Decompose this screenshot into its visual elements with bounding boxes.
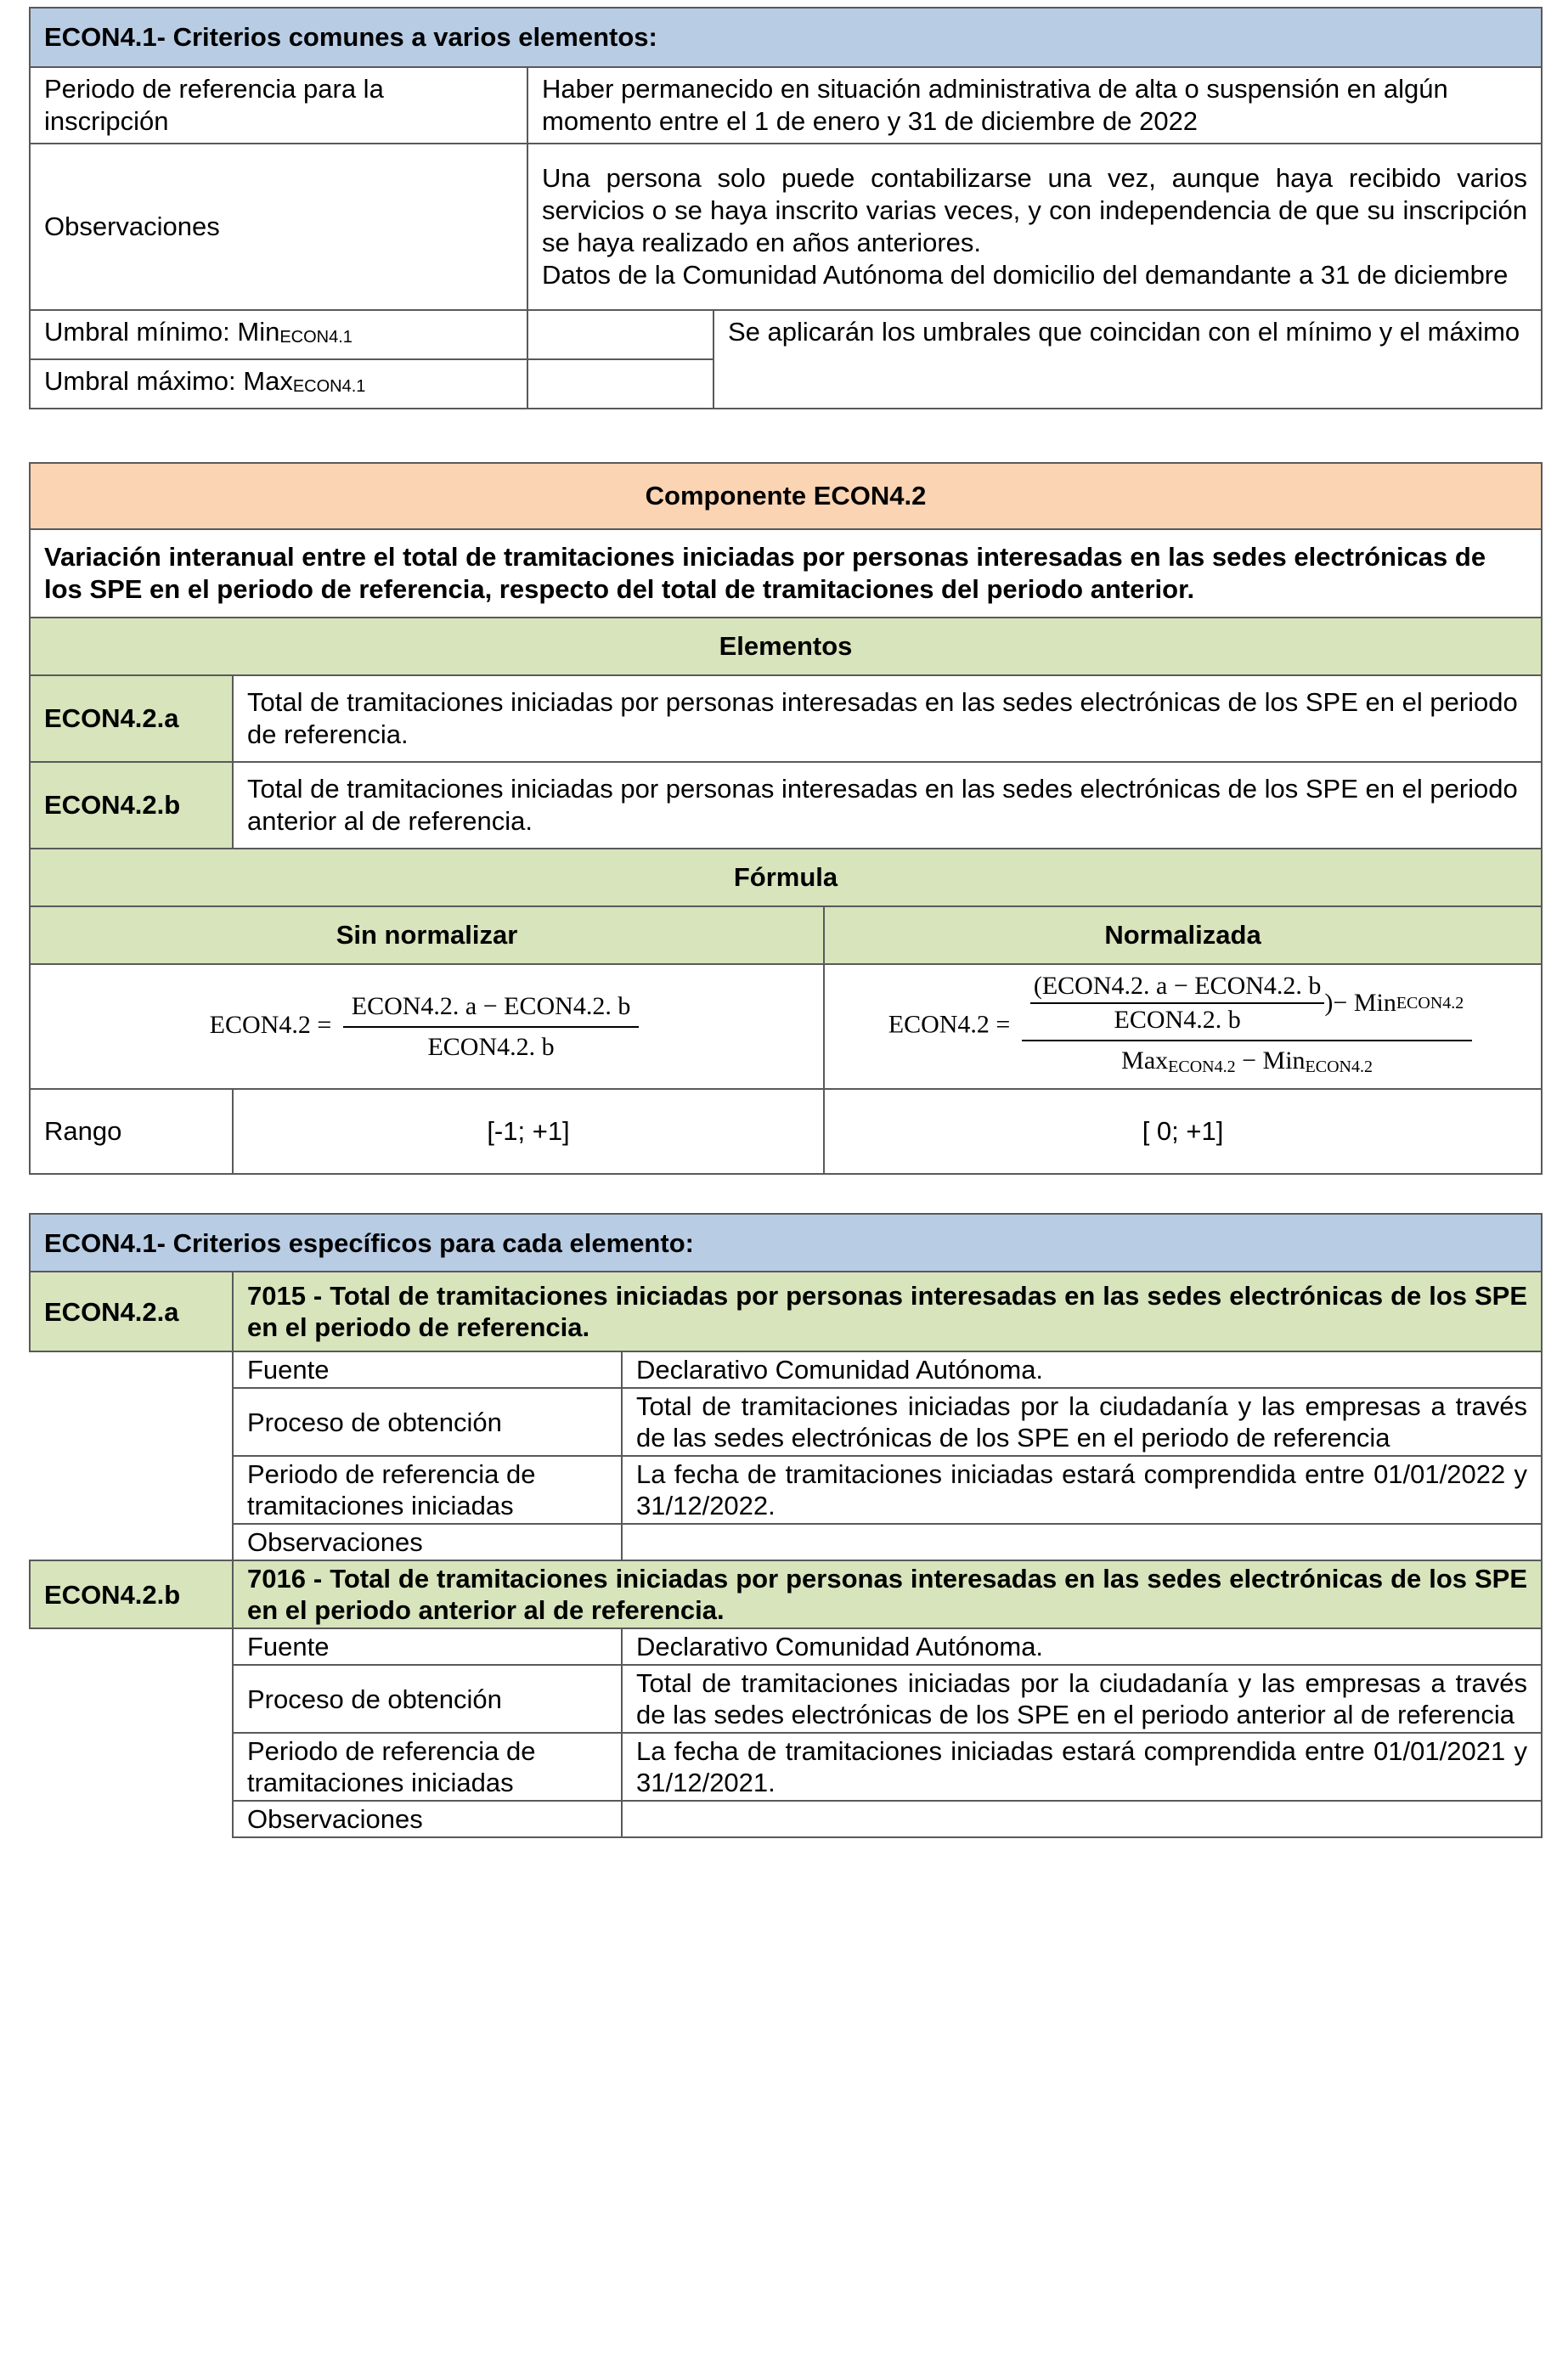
componente-table bbox=[29, 462, 1541, 1175]
criterios-comunes-table bbox=[29, 7, 1541, 409]
spec-a-label: Proceso de obtención bbox=[233, 1388, 622, 1456]
formula1-lhs: ECON4.2 = bbox=[209, 1010, 332, 1039]
formula2-inner-denominator: ECON4.2. b bbox=[1114, 1006, 1241, 1034]
threshold-note: Se aplicarán los umbrales que coincidan con el mínimo y el máximo bbox=[713, 310, 1542, 409]
umbral-minimo-label bbox=[30, 310, 527, 359]
observaciones-text-b: Datos de la Comunidad Autónoma del domicilio del demandante a 31 de diciembre bbox=[542, 260, 1509, 290]
formula2-denominator bbox=[1113, 1041, 1381, 1083]
spec-b-value: Declarativo Comunidad Autónoma. bbox=[622, 1628, 1542, 1665]
spec-b-spacer bbox=[30, 1628, 233, 1837]
spec-a-spacer bbox=[30, 1351, 233, 1560]
spec-b-label: Observaciones bbox=[233, 1801, 622, 1837]
spec-a-value: La fecha de tramitaciones iniciadas estará comprendida entre 01/01/2022 y 31/12/2022. bbox=[622, 1456, 1542, 1524]
componente-title: Componente ECON4.2 bbox=[30, 463, 1542, 529]
formula2-den-minus-min: − Min bbox=[1235, 1046, 1306, 1075]
umbral-maximo-label bbox=[30, 359, 527, 409]
observaciones-text-a: Una persona solo puede contabilizarse una vez, aunque haya recibido varios servicios o se haya inscrito varias veces, y con independencia de que su inscripción se haya realizado en años anteriores. bbox=[542, 163, 1527, 257]
spec-b-label: Periodo de referencia de tramitaciones iniciadas bbox=[233, 1733, 622, 1801]
spec-a-label: Fuente bbox=[233, 1351, 622, 1388]
elementos-header: Elementos bbox=[30, 618, 1542, 675]
element-b-text: Total de tramitaciones iniciadas por personas interesadas en las sedes electrónicas de los SPE en el periodo anterior al de referencia. bbox=[233, 762, 1542, 849]
element-a-text: Total de tramitaciones iniciadas por personas interesadas en las sedes electrónicas de los SPE en el periodo de referencia. bbox=[233, 675, 1542, 762]
spec-a-value bbox=[622, 1524, 1542, 1560]
formula2-sub-1: ECON4.2 bbox=[1396, 994, 1464, 1013]
spec-b-title: 7016 - Total de tramitaciones iniciadas por personas interesadas en las sedes electrónicas de los SPE en el periodo anterior al de referencia. bbox=[233, 1560, 1542, 1628]
spec-a-value: Declarativo Comunidad Autónoma. bbox=[622, 1351, 1542, 1388]
componente-description: Variación interanual entre el total de tramitaciones iniciadas por personas interesadas en las sedes electrónicas de los SPE en el periodo de referencia, respecto del total de tramitaciones del periodo anterior. bbox=[30, 529, 1542, 618]
spec-b-value: La fecha de tramitaciones iniciadas estará comprendida entre 01/01/2021 y 31/12/2021. bbox=[622, 1733, 1542, 1801]
row-label-observaciones: Observaciones bbox=[30, 144, 527, 310]
umbral-maximo-value bbox=[527, 359, 713, 409]
rango-sin-normalizar: [-1; +1] bbox=[233, 1089, 824, 1174]
row-value-periodo: Haber permanecido en situación administrativa de alta o suspensión en algún momento entre el 1 de enero y 31 de diciembre de 2022 bbox=[527, 67, 1542, 144]
row-label-periodo: Periodo de referencia para la inscripción bbox=[30, 67, 527, 144]
spec-a-value: Total de tramitaciones iniciadas por la ciudadanía y las empresas a través de las sedes electrónicas de los SPE en el periodo de referencia bbox=[622, 1388, 1542, 1456]
formula2-fraction bbox=[1022, 970, 1472, 1083]
umbral-minimo-value bbox=[527, 310, 713, 359]
min-label-sub: ECON4.1 bbox=[279, 328, 353, 347]
formula1-numerator: ECON4.2. a − ECON4.2. b bbox=[343, 990, 640, 1028]
formula-sin-normalizar bbox=[30, 964, 824, 1089]
normalizada-header: Normalizada bbox=[824, 906, 1542, 964]
max-label-text: Umbral máximo: Max bbox=[44, 366, 293, 396]
max-label-sub: ECON4.1 bbox=[292, 377, 366, 396]
formula-normalizada bbox=[824, 964, 1542, 1089]
rango-label: Rango bbox=[30, 1089, 233, 1174]
spec-b-code: ECON4.2.b bbox=[30, 1560, 233, 1628]
formula-header: Fórmula bbox=[30, 849, 1542, 906]
section1-header: ECON4.1- Criterios comunes a varios elementos: bbox=[30, 8, 1542, 67]
formula1-fraction bbox=[343, 990, 640, 1063]
formula2-inner-fraction bbox=[1030, 970, 1325, 1036]
formula2-inner-numerator: (ECON4.2. a − ECON4.2. b bbox=[1030, 970, 1325, 1004]
min-label-text: Umbral mínimo: Min bbox=[44, 317, 280, 347]
rango-normalizada: [ 0; +1] bbox=[824, 1089, 1542, 1174]
formula2-sub-2: ECON4.2 bbox=[1168, 1058, 1236, 1076]
element-a-code: ECON4.2.a bbox=[30, 675, 233, 762]
formula2-minus-min: )− Min bbox=[1324, 989, 1396, 1017]
section3-header: ECON4.1- Criterios específicos para cada elemento: bbox=[30, 1214, 1542, 1272]
element-b-code: ECON4.2.b bbox=[30, 762, 233, 849]
spec-a-title: 7015 - Total de tramitaciones iniciadas por personas interesadas en las sedes electrónicas de los SPE en el periodo de referencia. bbox=[233, 1272, 1542, 1351]
spec-a-code: ECON4.2.a bbox=[30, 1272, 233, 1351]
formula2-sub-3: ECON4.2 bbox=[1305, 1058, 1373, 1076]
formula2-numerator bbox=[1022, 970, 1472, 1041]
formula2-lhs: ECON4.2 = bbox=[888, 1010, 1011, 1039]
criterios-especificos-table bbox=[29, 1213, 1541, 1838]
spec-b-label: Fuente bbox=[233, 1628, 622, 1665]
spec-a-label: Periodo de referencia de tramitaciones iniciadas bbox=[233, 1456, 622, 1524]
sin-normalizar-header: Sin normalizar bbox=[30, 906, 824, 964]
row-value-observaciones bbox=[527, 144, 1542, 310]
spec-a-label: Observaciones bbox=[233, 1524, 622, 1560]
spec-b-value bbox=[622, 1801, 1542, 1837]
spec-b-value: Total de tramitaciones iniciadas por la ciudadanía y las empresas a través de las sedes electrónicas de los SPE en el periodo anterior al de referencia bbox=[622, 1665, 1542, 1733]
spec-b-label: Proceso de obtención bbox=[233, 1665, 622, 1733]
formula1-denominator: ECON4.2. b bbox=[427, 1032, 555, 1061]
formula2-max: Max bbox=[1121, 1046, 1169, 1075]
